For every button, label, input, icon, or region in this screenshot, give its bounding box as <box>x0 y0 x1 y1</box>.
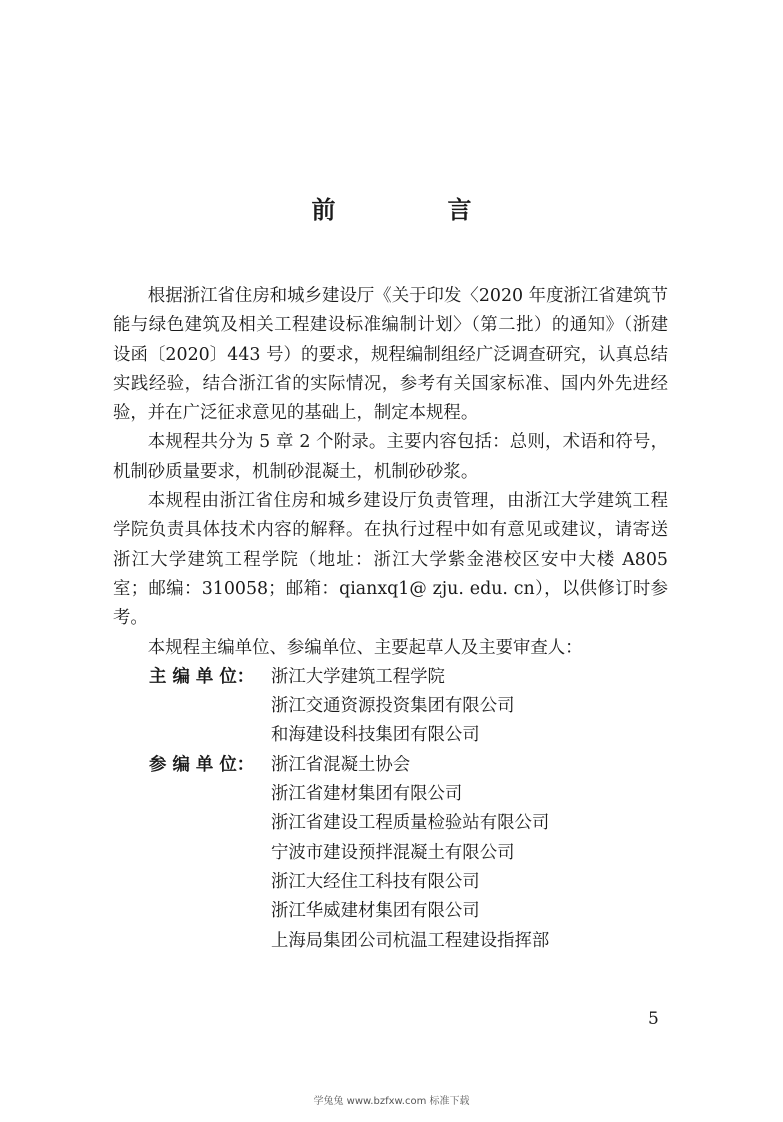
chief-unit-item: 浙江大学建筑工程学院 <box>271 666 445 687</box>
participating-units-block <box>113 751 668 956</box>
participating-unit-item: 浙江省混凝土协会 <box>271 754 411 775</box>
chief-unit-item: 和海建设科技集团有限公司 <box>271 725 480 746</box>
paragraph-units-intro: 本规程主编单位、参编单位、主要起草人及主要审查人： <box>147 637 583 658</box>
participating-unit-item: 浙江华威建材集团有限公司 <box>271 901 480 922</box>
participating-unit-item: 宁波市建设预拌混凝土有限公司 <box>271 842 515 863</box>
participating-units-list <box>271 751 668 956</box>
chief-units-list <box>271 663 668 751</box>
paragraph-management: 本规程由浙江省住房和城乡建设厅负责管理，由浙江大学建筑工程学院负责具体技术内容的解释。在执行过程中如有意见或建议，请寄送浙江大学建筑工程学院（地址：浙江大学紫金港校区安中大楼 A805 室；邮编：310058；邮箱：qianxq1@ zju. edu. cn），以供修订时参考。 <box>113 491 668 629</box>
chief-unit-item: 浙江交通资源投资集团有限公司 <box>271 696 515 717</box>
participating-unit-item: 上海局集团公司杭温工程建设指挥部 <box>271 930 550 951</box>
body-text <box>113 282 668 956</box>
paragraph-basis: 根据浙江省住房和城乡建设厅《关于印发〈2020 年度浙江省建筑节能与绿色建筑及相关工程建设标准编制计划〉（第二批）的通知》（浙建设函〔2020〕443 号）的要求，规程编制组经广泛调查研究，认真总结实践经验，结合浙江省的实际情况，参考有关国家标准、国内外先进经验，并在广泛征求意见的基础上，制定本规程。 <box>113 286 668 424</box>
participating-unit-item: 浙江省建材集团有限公司 <box>271 784 463 805</box>
paragraph-contents: 本规程共分为 5 章 2 个附录。主要内容包括：总则，术语和符号，机制砂质量要求，机制砂混凝土，机制砂砂浆。 <box>113 432 668 482</box>
chief-units-label: 主 编 单 位： <box>149 666 255 687</box>
participating-unit-item: 浙江省建设工程质量检验站有限公司 <box>271 813 550 834</box>
footer-watermark: 学兔兔 www.bzfxw.com 标准下载 <box>313 1096 470 1107</box>
chief-units-block <box>113 663 668 751</box>
page-title: 前 言 <box>311 196 516 224</box>
page-number: 5 <box>648 1009 659 1029</box>
participating-units-label: 参 编 单 位： <box>149 754 255 775</box>
participating-unit-item: 浙江大经住工科技有限公司 <box>271 871 480 892</box>
